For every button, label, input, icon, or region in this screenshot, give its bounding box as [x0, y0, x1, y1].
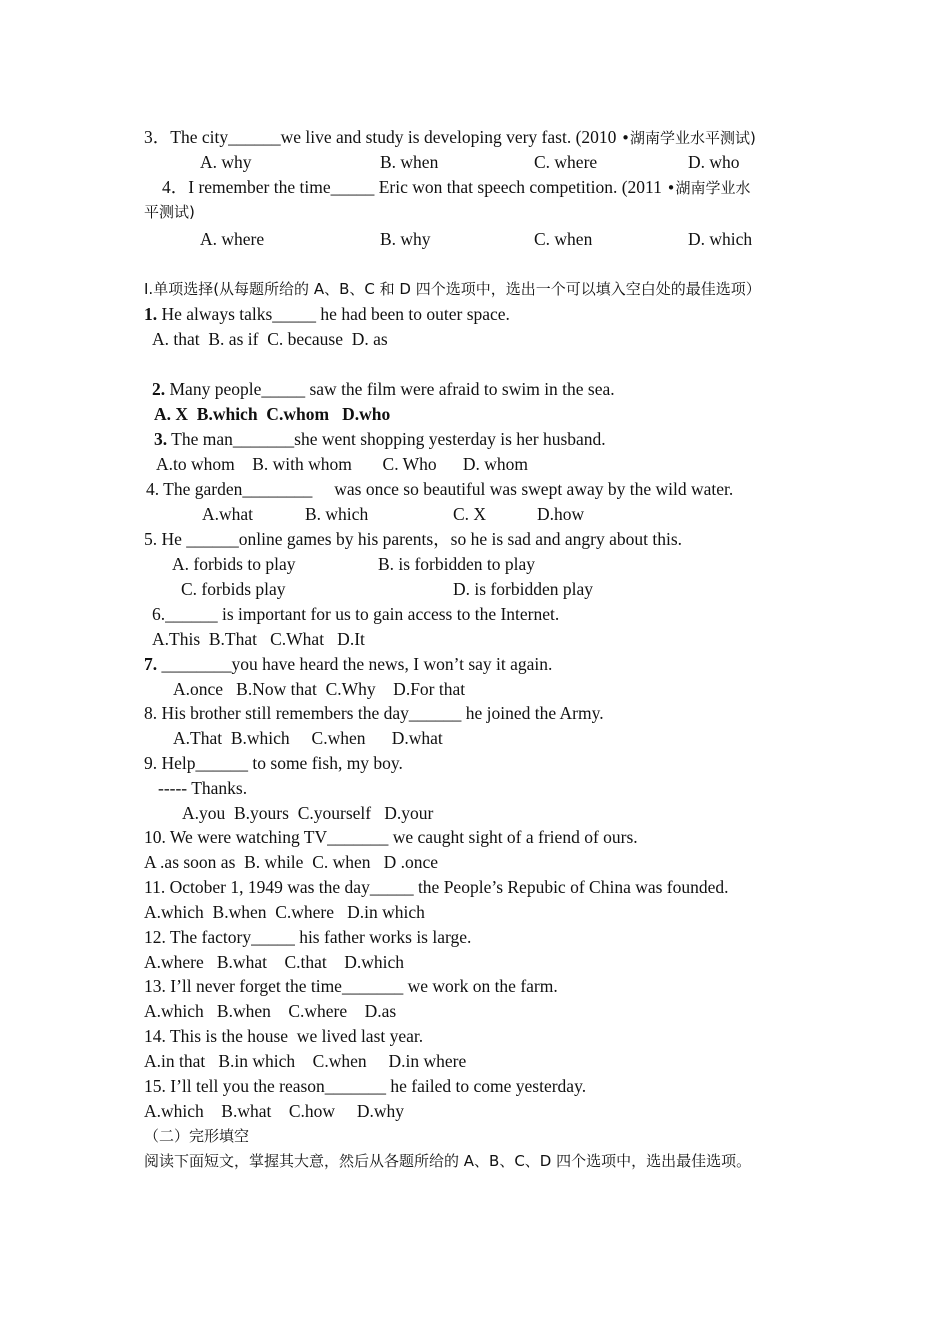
question-8-options: A.That B.which C.when D.what — [173, 728, 443, 748]
question-p4-stem-cont: 平测试) — [144, 203, 195, 221]
question-1-stem: 1. He always talks_____ he had been to outer space. — [144, 304, 510, 324]
question-7-stem: 7. ________you have heard the news, I won’t say it again. — [144, 654, 553, 674]
question-11-options: A.which B.when C.where D.in which — [144, 902, 425, 922]
question-13-options: A.which B.when C.where D.as — [144, 1001, 397, 1021]
question-14-stem: 14. This is the house we lived last year. — [144, 1026, 424, 1046]
question-4-option-b: B. which — [305, 504, 369, 524]
question-11-stem: 11. October 1, 1949 was the day_____ the People’s Repubic of China was founded. — [144, 877, 729, 897]
question-7-options: A.once B.Now that C.Why D.For that — [173, 679, 466, 699]
option-b: B. why — [380, 229, 431, 249]
question-15-options: A.which B.what C.how D.why — [144, 1101, 405, 1121]
question-3-options: A.to whom B. with whom C. Who D. whom — [156, 454, 529, 474]
question-9-reply: ----- Thanks. — [158, 778, 248, 798]
question-2-options: A. X B.which C.whom D.who — [154, 404, 391, 424]
question-10-stem: 10. We were watching TV_______ we caught sight of a friend of ours. — [144, 827, 638, 847]
question-2-stem: 2. Many people_____ saw the film were afraid to swim in the sea. — [152, 379, 615, 399]
option-d: D. who — [688, 152, 740, 172]
option-c: C. where — [534, 152, 598, 172]
question-8-stem: 8. His brother still remembers the day______ he joined the Army. — [144, 703, 604, 723]
question-15-stem: 15. I’ll tell you the reason_______ he failed to come yesterday. — [144, 1076, 587, 1096]
question-10-options: A .as soon as B. while C. when D .once — [144, 852, 439, 872]
question-5-option-c: C. forbids play — [181, 579, 286, 599]
question-14-options: A.in that B.in which C.when D.in where — [144, 1051, 467, 1071]
option-c: C. when — [534, 229, 593, 249]
question-3-stem: 3. The man_______she went shopping yesterday is her husband. — [154, 429, 606, 449]
question-6-stem: 6.______ is important for us to gain access to the Internet. — [152, 604, 560, 624]
question-1-options: A. that B. as if C. because D. as — [152, 329, 388, 349]
section2-heading: （二）完形填空 — [144, 1127, 250, 1145]
question-5-option-b: B. is forbidden to play — [378, 554, 535, 574]
question-4-option-d: D.how — [537, 504, 585, 524]
option-d: D. which — [688, 229, 753, 249]
question-9-stem: 9. Help______ to some fish, my boy. — [144, 753, 403, 773]
question-p3-stem: 3．The city______we live and study is developing very fast. (2010 •湖南学业水平测试) — [144, 127, 756, 147]
section2-instruction: 阅读下面短文，掌握其大意，然后从各题所给的 A、B、C、D 四个选项中，选出最佳选项。 — [144, 1152, 752, 1170]
option-b: B. when — [380, 152, 439, 172]
question-5-stem: 5. He ______online games by his parents，so he is sad and angry about this. — [144, 529, 683, 549]
question-4-stem: 4. The garden________ was once so beautiful was swept away by the wild water. — [146, 479, 734, 499]
option-a: A. why — [200, 152, 252, 172]
section1-heading: I.单项选择(从每题所给的 A、B、C 和 D 四个选项中，选出一个可以填入空白处的最佳选项） — [144, 280, 761, 298]
question-4-option-a: A.what — [202, 504, 254, 524]
question-12-stem: 12. The factory_____ his father works is large. — [144, 927, 472, 947]
question-4-option-c: C. X — [453, 504, 487, 524]
option-a: A. where — [200, 229, 265, 249]
question-13-stem: 13. I’ll never forget the time_______ we work on the farm. — [144, 976, 558, 996]
question-12-options: A.where B.what C.that D.which — [144, 952, 405, 972]
question-p4-stem: 4．I remember the time_____ Eric won that speech competition. (2011 •湖南学业水 — [162, 177, 751, 197]
question-5-option-d: D. is forbidden play — [453, 579, 593, 599]
question-6-options: A.This B.That C.What D.It — [152, 629, 365, 649]
question-5-option-a: A. forbids to play — [172, 554, 296, 574]
question-9-options: A.you B.yours C.yourself D.your — [182, 803, 434, 823]
